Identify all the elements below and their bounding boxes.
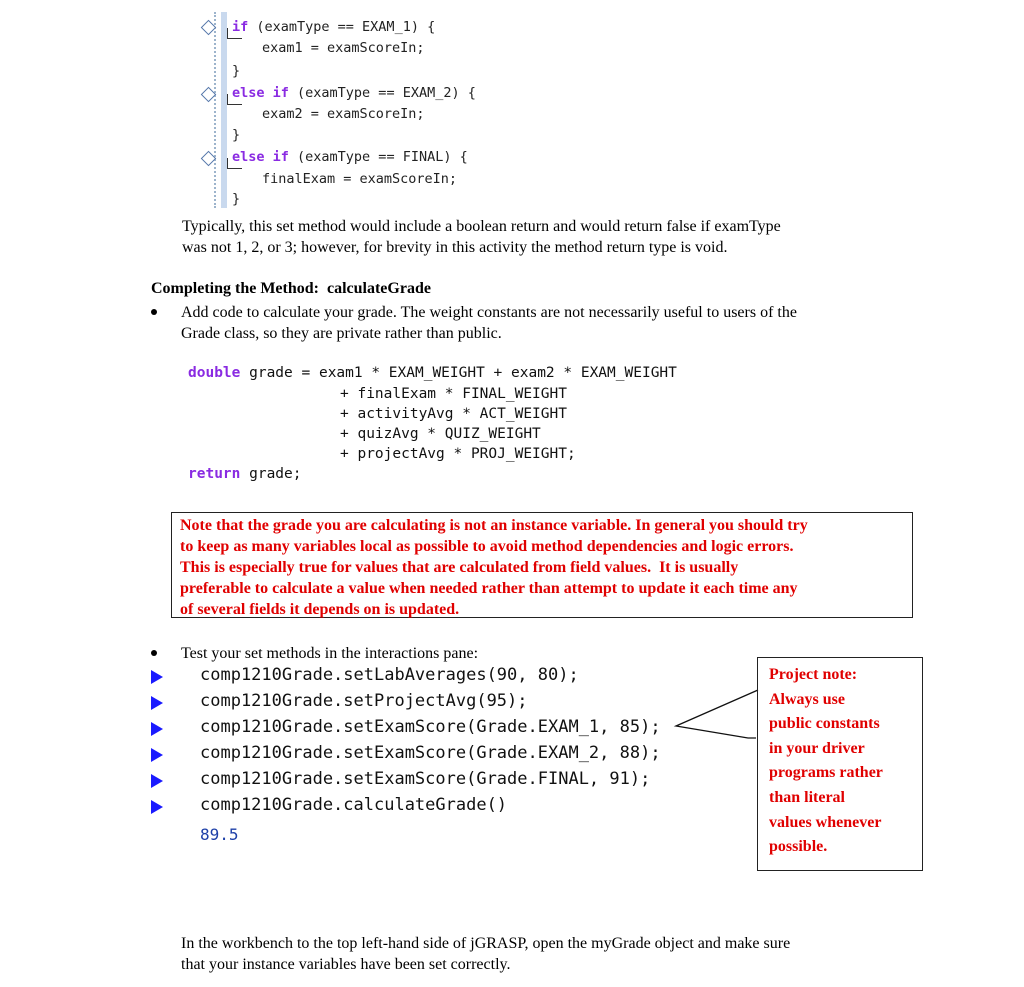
project-note-box <box>757 657 923 871</box>
code-line: else if (examType == FINAL) { <box>232 149 468 165</box>
code-line: + quizAvg * QUIZ_WEIGHT <box>340 426 541 442</box>
intro-paragraph-line: Typically, this set method would include a boolean return and would return false if examType <box>182 218 781 235</box>
result-value: 89.5 <box>200 825 239 844</box>
code-line: + activityAvg * ACT_WEIGHT <box>340 406 567 422</box>
callout-line <box>676 690 758 738</box>
code-line: else if (examType == EXAM_2) { <box>232 85 476 101</box>
code-line: } <box>232 191 241 207</box>
interaction-line: comp1210Grade.setExamScore(Grade.FINAL, 91); <box>200 769 651 789</box>
interaction-line: comp1210Grade.setLabAverages(90, 80); <box>200 665 579 685</box>
bullet-text-line: Grade class, so they are private rather than public. <box>181 325 502 342</box>
code-line: exam1 = examScoreIn; <box>262 40 425 56</box>
interaction-line: comp1210Grade.setExamScore(Grade.EXAM_1, 85); <box>200 717 661 737</box>
code-text: (examType == EXAM_1) { <box>248 19 436 35</box>
code-line: + projectAvg * PROJ_WEIGHT; <box>340 446 576 462</box>
note-text: Note that the grade you are calculating is not an instance variable. In general you should try to keep as many variables local as possible to avoid method dependencies and logic errors. This is especially true for values that are calculated from field values. It is usually preferable to calculate a value when needed rather than attempt to update it each time any of several fields it depends on is updated. <box>180 517 808 618</box>
code-line: if (examType == EXAM_1) { <box>232 19 436 35</box>
closing-paragraph-line: In the workbench to the top left-hand side of jGRASP, open the myGrade object and make sure <box>181 935 791 952</box>
bullet-text-line: Add code to calculate your grade. The weight constants are not necessarily useful to users of the <box>181 304 797 321</box>
section-heading: Completing the Method: calculateGrade <box>151 280 431 297</box>
code-line: exam2 = examScoreIn; <box>262 106 425 122</box>
interaction-line: comp1210Grade.setExamScore(Grade.EXAM_2, 88); <box>200 743 661 763</box>
intro-paragraph-line: was not 1, 2, or 3; however, for brevity in this activity the method return type is void. <box>182 239 728 256</box>
code-line: } <box>232 127 241 143</box>
interaction-line: comp1210Grade.setProjectAvg(95); <box>200 691 528 711</box>
code-line: } <box>232 63 241 79</box>
code-line: + finalExam * FINAL_WEIGHT <box>340 386 567 402</box>
code-line: finalExam = examScoreIn; <box>262 171 458 187</box>
code-line: return grade; <box>188 466 302 482</box>
closing-paragraph-line: that your instance variables have been set correctly. <box>181 956 511 973</box>
interaction-line: comp1210Grade.calculateGrade() <box>200 795 508 815</box>
code-line: double grade = exam1 * EXAM_WEIGHT + exam2 * EXAM_WEIGHT <box>188 365 677 381</box>
test-intro: Test your set methods in the interactions pane: <box>181 645 479 662</box>
project-note-text: Project note: Always use public constants in your driver programs rather than literal values whenever possible. <box>769 666 883 856</box>
